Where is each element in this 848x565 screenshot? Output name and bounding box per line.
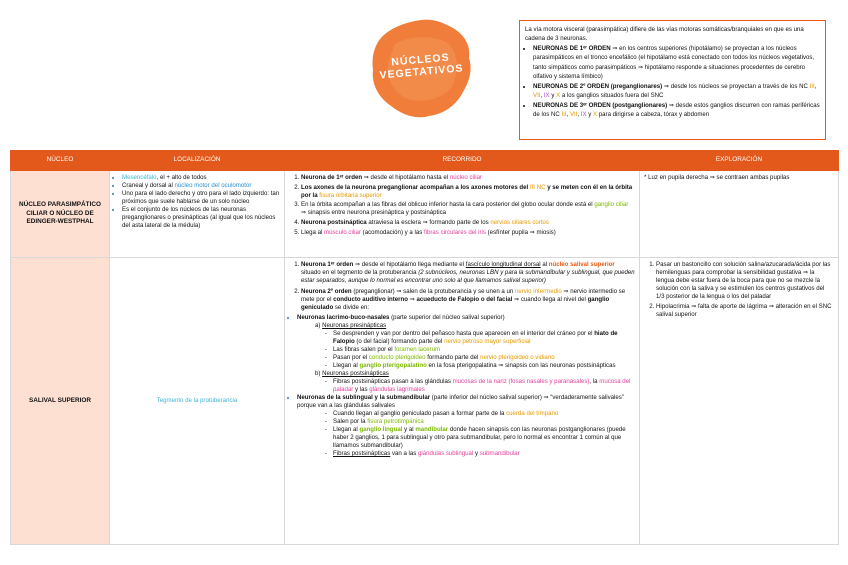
intro-item-3: • NEURONAS DE 3ᵉʳ ORDEN (postganglionares) ⇒ desde estos ganglios discurren con ramas periféricas de los NC III, VII, IX y X para dirigirse a cabeza, tórax y abdomen: [533, 101, 820, 120]
intro-item-1: • NEURONAS DE 1ᵉʳ ORDEN ⇒ en los centros superiores (hipotálamo) se proyectan a los núcleos parasimpáticos en el tronco encefálico (el hipotálamo está conectado con todos los núcleos vegetativos, tanto simpáticos como parasimpáticos ⇒ hipotálamo responde a situaciones procedentes de cerebro olfativo y sistema límbico): [533, 44, 820, 82]
intro-box: [519, 20, 826, 140]
header-recorrido: RECORRIDO: [285, 151, 640, 171]
nuclei-table: [10, 150, 839, 545]
header-nucleo: NÚCLEO: [11, 151, 110, 171]
page-title: NÚCLEOS VEGETATIVOS: [379, 51, 464, 82]
rec-salival: 1. Neurona 1ᵉʳ orden ⇒ desde el hipotálamo llega mediante el fascículo longitudinal dorsal al núcleo salival superior situado en el tegmento de la protuberancia (2 subnúcleos, neuronas LBN y para la submandibular y sublingual, que pueden estar separados, aunque lo normal es encontrar uno solo al que llamamos salival superior) 2. Neurona 2º orden (preganglionar) ⇒ salen de la protuberancia y se unen a un nervio intermedio ⇒ nervio intermedio se mete por el conducto auditivo interno ⇒ acueducto de Falopio o del facial ⇒ cuando llega al nivel del ganglio geniculado se divide en: • Neuronas lacrimo-buco-nasales (parte superior del núcleo salival superior) a) Neuronas presinápticas - Se desprenden y van por dentro del peñasco hasta que aparecen en el interior del cráneo por el hiato de Falopio (o del facial) formando parte del nervio petroso mayor superficial - Las fibras salen por el foramen lacerum - Pasan por el conducto pterigoideo formando parte del nervio pterigoideo o vidiano - Llegan al ganglio pterigopalatino en la fosa pterigopalatina ⇒ sinapsis con las neuronas postsinápticas b) Neuronas postsinápticas - Fibras postsinápticas pasan a las glándulas mucosas de la nariz (fosas nasales y paranasales), la mucosa del paladar y las glándulas lagrimales • Neuronas de la sublingual y la submandibular (parte inferior del núcleo salival superior) ⇒ “verdaderamente salivales” porque van a las glándulas salivales - Cuando llegan al ganglio geniculado pasan a formar parte de la cuerda del tímpano - Salen por la fisura petrotimpánica - Llegan al ganglio lingual y al mandibular donde hacen sinapsis con las neuronas postganglionares (puede haber 2 ganglios, 1 para sublingual y otro para submandibular, pero lo normal es encontrar 1 común al que llamamos submandibular) - Fibras postsinápticas van a las glándulas sublingual y submandibular: [285, 258, 640, 545]
intro-lead: La vía motora visceral (parasimpática) difiere de las vías motoras somáticas/branquiales en que es una cadena de 3 neuronas.: [525, 26, 804, 43]
loc-salival: Tegmento de la protuberancia: [110, 258, 285, 545]
rec-ciliar: 1. Neurona de 1ᵉʳ orden ⇒ desde el hipotálamo hasta el núcleo ciliar 2. Los axones de la neurona preganglionar acompañan a los axones motores del III NC y se meten con él en la órbita por la fisura orbitaria superior 3. En la órbita acompañan a las fibras del oblicuo inferior hasta la cara posterior del globo ocular donde está el ganglio ciliar ⇒ sinapsis entre neurona presináptica y postsináptica 4. Neurona postsináptica atraviesa la esclera ⇒ formando parte de los nervios ciliares cortos 5. Llega al músculo ciliar (acomodación) y a las fibras circulares del iris (esfínter pupila ⇒ miosis): [285, 171, 640, 258]
table-row: [11, 258, 839, 545]
header-exploracion: EXPLORACIÓN: [640, 151, 839, 171]
title-blob: [365, 14, 477, 124]
exp-ciliar: * Luz en pupila derecha ⇒ se contraen ambas pupilas: [640, 171, 839, 258]
nucleo-ciliar: NÚCLEO PARASIMPÁTICO CILIAR O NÚCLEO DE EDINGER-WESTPHAL: [11, 171, 110, 258]
nucleo-salival: SALIVAL SUPERIOR: [11, 258, 110, 545]
header-localizacion: LOCALIZACIÓN: [110, 151, 285, 171]
table-header: [11, 151, 839, 171]
loc-ciliar: • Mesencéfalo, el + alto de todos • Craneal y dorsal al núcleo motor del oculomotor • Uno para el lado derecho y otro para el lado izquierdo: tan próximos que suele hablarse de un solo núcleo • Es el conjunto de los núcleos de las neuronas preganglionares o presinápticas (al igual que los núcleos del asta lateral de la médula): [110, 171, 285, 258]
exp-salival: 1. Pasar un bastoncillo con solución salina/azucarada/ácida por las hemilenguas para comprobar la sensibilidad gustativa ⇒ la lengua debe estar fuera de la boca para que no se mezcle la solución con la saliva y se estimulen los centros gustativos del 1/3 posterior de la lengua o los del paladar 2. Hipolacrimia ⇒ falta de aporte de lágrima ⇒ alteración en el SNC salival superior: [640, 258, 839, 545]
table-row: [11, 171, 839, 258]
intro-item-2: • NEURONAS DE 2º ORDEN (preganglionares) ⇒ desde los núcleos se proyectan a través de los NC III, VII, IX y X a los ganglios situados fuera del SNC: [533, 82, 820, 101]
